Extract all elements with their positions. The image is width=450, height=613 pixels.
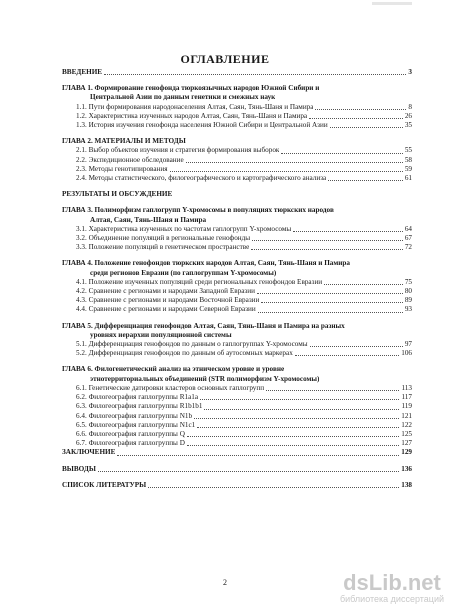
toc-page-number: 129	[401, 448, 412, 457]
dot-leader	[187, 445, 399, 446]
dot-leader	[187, 436, 399, 437]
toc-chapter-title: ГЛАВА 5. Дифференциация генофондов Алтая, Саян, Тянь-Шаня и Памира на разных	[62, 321, 345, 330]
toc-page-number: 136	[401, 464, 412, 473]
toc-subsection-entry	[62, 174, 412, 183]
toc-subsection-title: 4.4. Сравнение с регионами и народами Северной Евразии	[76, 305, 256, 314]
toc-subsection-entry	[62, 243, 412, 252]
toc-page-number: 3	[408, 68, 412, 76]
toc-chapter-heading-continued	[62, 93, 412, 102]
watermark-name: dsLib.net	[343, 570, 441, 595]
toc-subsection-title: 1.2. Характеристика изученных народов Алтая, Саян, Тянь-Шаня и Памира	[76, 111, 308, 120]
toc-spacer	[62, 252, 412, 259]
toc-page-number: 127	[401, 439, 412, 448]
dot-leader	[98, 471, 399, 472]
toc-chapter-title: среди регионов Евразии (по гаплогруппам Y-хромосомы)	[90, 268, 277, 277]
toc-chapter-title: этнотерриториальных объединений (STR полиморфизм Y-хромосомы)	[90, 374, 320, 383]
toc-chapter-heading	[62, 84, 412, 93]
dot-leader	[295, 355, 399, 356]
toc-chapter-heading	[62, 137, 412, 146]
toc-spacer	[62, 358, 412, 365]
toc-subsection-title: 3.2. Объединение популяций в региональные генофонды	[76, 234, 251, 243]
dot-leader	[104, 74, 406, 75]
toc-subsection-entry	[62, 121, 412, 130]
toc-chapter-heading-continued	[62, 269, 412, 278]
toc-chapter-title: ГЛАВА 4. Положение генофондов тюркских народов Алтая, Саян, Тянь-Шаня и Памира	[62, 259, 351, 268]
toc-subsection-entry	[62, 112, 412, 121]
toc-chapter-heading-continued	[62, 375, 412, 384]
dot-leader	[330, 127, 403, 128]
toc-spacer	[62, 130, 412, 137]
toc-chapter-title: ГЛАВА 3. Полиморфизм гаплогрупп Y-хромосомы в популяциях тюркских народов	[62, 206, 334, 215]
toc-chapter-heading-continued	[62, 216, 412, 225]
toc-chapter-title: ГЛАВА 2. МАТЕРИАЛЫ И МЕТОДЫ	[62, 137, 186, 146]
toc-page-number: 80	[404, 287, 412, 296]
toc-subsection-title: 4.1. Положение изученных популяций среди региональных генофондов Евразии	[76, 277, 323, 286]
toc-subsection-entry	[62, 421, 412, 430]
toc-subsection-entry	[62, 439, 412, 448]
toc-subsection-title: 1.1. Пути формирования народонаселения Алтая, Саян, Тянь-Шаня и Памира	[76, 102, 314, 111]
toc-subsection-entry	[62, 384, 412, 393]
toc-section-entry	[62, 465, 412, 474]
dot-leader	[293, 231, 403, 232]
toc-page-number: 26	[404, 111, 412, 120]
toc-page-number: 75	[404, 277, 412, 286]
toc-page-number: 117	[401, 393, 412, 402]
toc-subsection-entry	[62, 393, 412, 402]
dot-leader	[197, 427, 399, 428]
toc-section-entry	[62, 68, 412, 77]
dot-leader	[148, 487, 399, 488]
page-number: 2	[223, 578, 227, 587]
toc-subsection-entry	[62, 165, 412, 174]
toc-page-number: 58	[404, 155, 412, 164]
toc-subsection-title: 2.1. Выбор объектов изучения и стратегия формирования выборок	[76, 146, 280, 155]
toc-section-title: ВЫВОДЫ	[62, 464, 96, 473]
dot-leader	[258, 312, 403, 313]
toc-chapter-title: РЕЗУЛЬТАТЫ И ОБСУЖДЕНИЕ	[62, 190, 173, 199]
toc-subsection-entry	[62, 287, 412, 296]
dot-leader	[324, 284, 403, 285]
watermark-logo	[340, 572, 444, 605]
toc-page-number: 55	[404, 146, 412, 155]
toc-page-number: 113	[401, 383, 412, 392]
toc-chapter-title: Алтая, Саян, Тянь-Шаня и Памира	[90, 215, 207, 224]
toc-page-number: 35	[404, 121, 412, 130]
toc-subsection-title: 2.2. Экспедиционное обследование	[76, 155, 184, 164]
toc-chapter-title: ГЛАВА 1. Формирование генофонда тюркоязычных народов Южной Сибири и	[62, 84, 320, 93]
toc-page-number: 8	[408, 102, 412, 111]
toc-subsection-entry	[62, 412, 412, 421]
dot-leader	[315, 109, 406, 110]
toc-page-number: 61	[404, 174, 412, 183]
toc-page-number: 119	[401, 402, 412, 411]
toc-spacer	[62, 458, 412, 465]
dot-leader	[328, 180, 403, 181]
toc-chapter-heading	[62, 365, 412, 374]
toc-subsection-entry	[62, 278, 412, 287]
dot-leader	[251, 249, 403, 250]
toc-subsection-title: 2.4. Методы статистического, филогеографического и картографического анализа	[76, 174, 327, 183]
toc-subsection-title: 6.4. Филогеография гаплогруппы N1b	[76, 411, 193, 420]
dot-leader	[194, 418, 399, 419]
toc-section-title: СПИСОК ЛИТЕРАТУРЫ	[62, 480, 147, 489]
toc-subsection-title: 4.2. Сравнение с регионами и народами Западной Евразии	[76, 287, 255, 296]
toc-page-number: 93	[404, 305, 412, 314]
toc-section-title: ВВЕДЕНИЕ	[62, 68, 103, 76]
toc-subsection-entry	[62, 305, 412, 314]
dot-leader	[186, 162, 403, 163]
toc-page-number: 106	[401, 349, 412, 358]
toc-subsection-entry	[62, 402, 412, 411]
dot-leader	[309, 118, 403, 119]
toc-chapter-heading	[62, 190, 412, 199]
toc-spacer	[62, 474, 412, 481]
toc-chapter-title: Центральной Азии по данным генетики и смежных наук	[90, 93, 276, 102]
dot-leader	[200, 399, 399, 400]
toc-subsection-entry	[62, 340, 412, 349]
toc-subsection-title: 6.7. Филогеография гаплогруппы D	[76, 439, 185, 448]
toc-subsection-title: 2.3. Методы генотипирования	[76, 164, 168, 173]
toc-spacer	[62, 77, 412, 84]
dot-leader	[257, 293, 403, 294]
toc-page-number: 125	[401, 429, 412, 438]
dot-leader	[266, 390, 399, 391]
dot-leader	[204, 409, 399, 410]
toc-subsection-entry	[62, 146, 412, 155]
toc-title: ОГЛАВЛЕНИЕ	[180, 52, 270, 66]
toc-chapter-heading-continued	[62, 331, 412, 340]
toc-page-number: 67	[404, 234, 412, 243]
toc-page-number: 72	[404, 243, 412, 252]
toc-subsection-entry	[62, 430, 412, 439]
toc-chapter-heading	[62, 206, 412, 215]
dot-leader	[310, 346, 403, 347]
toc-spacer	[62, 315, 412, 322]
watermark-subtitle: библиотека диссертаций	[339, 594, 444, 604]
toc-spacer	[62, 183, 412, 190]
toc-subsection-title: 5.2. Дифференциация генофондов по данным об аутосомных маркерах	[76, 349, 293, 358]
table-of-contents	[62, 68, 412, 490]
toc-subsection-entry	[62, 349, 412, 358]
toc-subsection-title: 6.2. Филогеография гаплогруппы R1a1a	[76, 393, 199, 402]
toc-page-number: 97	[404, 340, 412, 349]
toc-page-number: 138	[401, 480, 412, 489]
dot-leader	[117, 455, 399, 456]
toc-subsection-title: 6.1. Генетические датировки кластеров основных гаплогрупп	[76, 383, 265, 392]
toc-chapter-heading	[62, 322, 412, 331]
scan-mark	[372, 2, 412, 5]
toc-subsection-entry	[62, 225, 412, 234]
toc-subsection-entry	[62, 103, 412, 112]
toc-subsection-title: 4.3. Сравнение с регионами и народами Восточной Евразии	[76, 296, 260, 305]
toc-subsection-title: 6.3. Филогеография гаплогруппы R1b1b1	[76, 402, 203, 411]
toc-section-title: ЗАКЛЮЧЕНИЕ	[62, 448, 116, 457]
toc-subsection-entry	[62, 296, 412, 305]
toc-subsection-title: 5.1. Дифференциация генофондов по данным о гаплогруппах Y-хромосомы	[76, 340, 308, 349]
toc-page-number: 89	[404, 296, 412, 305]
toc-subsection-title: 1.3. История изучения генофонда населения Южной Сибири и Центральной Азии	[76, 121, 328, 130]
toc-section-entry	[62, 481, 412, 490]
toc-chapter-title: уровнях иерархии популяционной системы	[90, 330, 232, 339]
toc-subsection-title: 6.6. Филогеография гаплогруппы Q	[76, 429, 185, 438]
dot-leader	[170, 171, 403, 172]
toc-page-number: 122	[401, 420, 412, 429]
toc-page-number: 59	[404, 164, 412, 173]
toc-subsection-entry	[62, 156, 412, 165]
toc-chapter-heading	[62, 259, 412, 268]
dot-leader	[252, 240, 403, 241]
dot-leader	[281, 153, 402, 154]
toc-page-number: 64	[404, 224, 412, 233]
toc-section-entry	[62, 448, 412, 457]
toc-page-number: 121	[401, 411, 412, 420]
toc-subsection-title: 6.5. Филогеография гаплогруппы N1c1	[76, 420, 196, 429]
toc-chapter-title: ГЛАВА 6. Филогенетический анализ на этническом уровне и уровне	[62, 365, 285, 374]
dot-leader	[261, 302, 402, 303]
toc-subsection-title: 3.3. Положение популяций в генетическом пространстве	[76, 243, 250, 252]
toc-subsection-entry	[62, 234, 412, 243]
toc-spacer	[62, 199, 412, 206]
toc-subsection-title: 3.1. Характеристика изученных по частотам гаплогрупп Y-хромосомы	[76, 224, 292, 233]
